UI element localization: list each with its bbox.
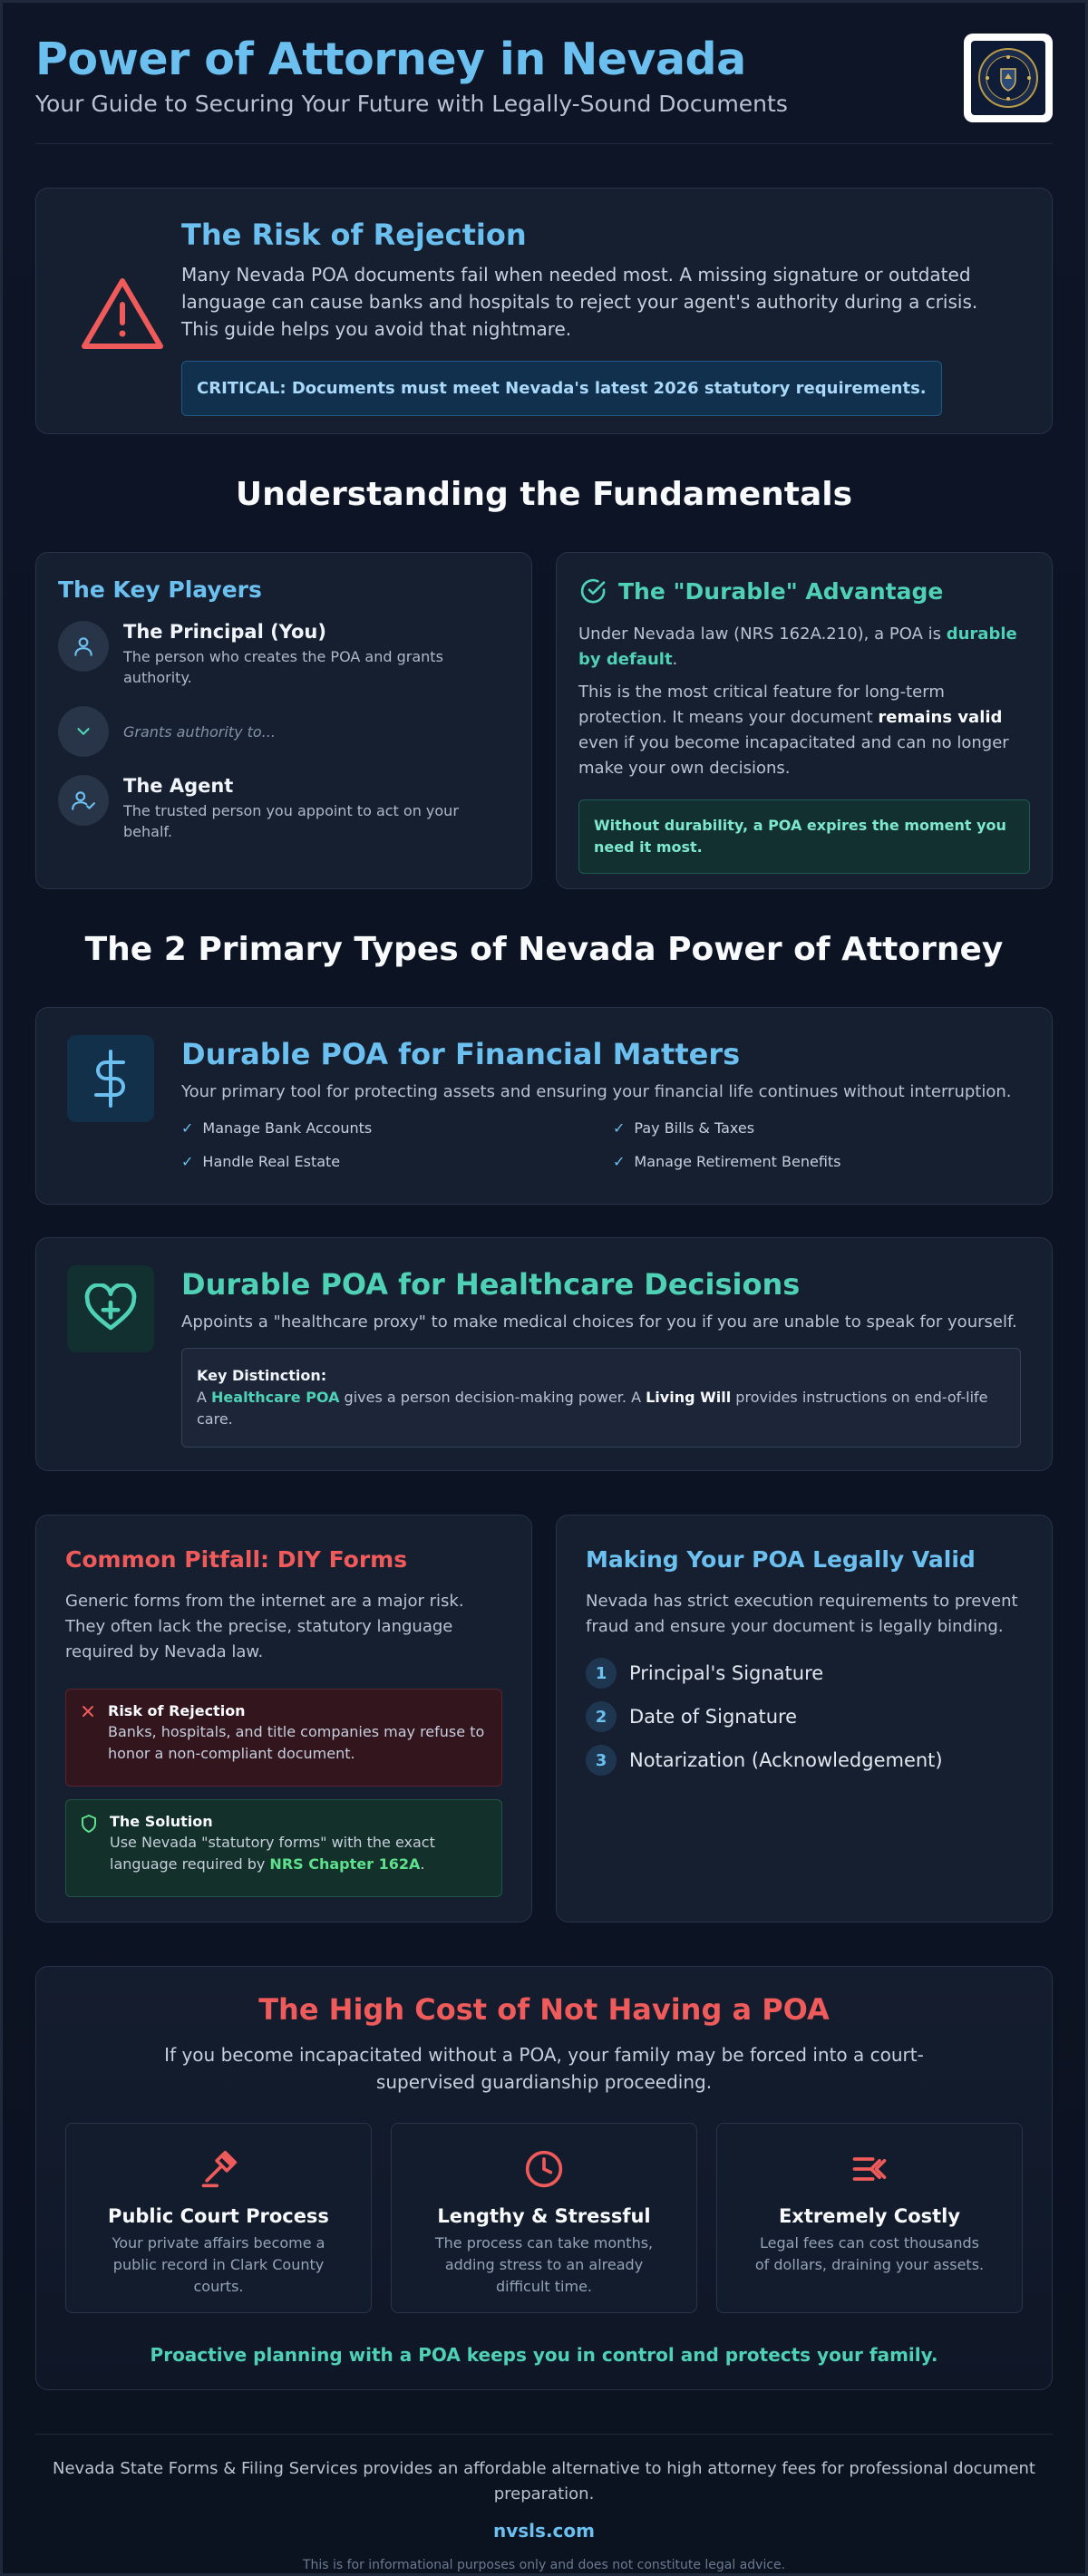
check-item — [613, 1153, 1021, 1170]
pitfall-title: Common Pitfall: DIY Forms — [65, 1546, 408, 1573]
valid-text: Nevada has strict execution requirements to prevent fraud and ensure your document is legally binding. — [586, 1592, 1018, 1636]
durable-by-default: durable by default — [578, 625, 1017, 669]
healthcare-icon-box — [67, 1265, 154, 1352]
financial-title: Durable POA for Financial Matters — [181, 1037, 741, 1071]
risk-icon-column — [63, 228, 181, 433]
header-text — [35, 34, 788, 117]
cost-box-text: Your private affairs become a public record in Clark County courts. — [112, 2234, 325, 2295]
grants-circle — [58, 706, 109, 757]
check-circle-icon — [578, 576, 607, 605]
healthcare-poa-card — [35, 1237, 1053, 1471]
principal-text — [123, 621, 510, 688]
agent-text — [123, 775, 510, 842]
header — [35, 3, 1053, 144]
state-seal-logo — [964, 34, 1053, 122]
agent-avatar — [58, 775, 109, 826]
checkmark-icon: ✓ — [613, 1153, 626, 1170]
risk-content — [181, 218, 1015, 433]
money-drain-icon — [850, 2149, 889, 2189]
cost-title: The High Cost of Not Having a POA — [258, 1992, 830, 2027]
key-distinction-label: Key Distinction: — [197, 1367, 327, 1384]
grants-label: Grants authority to... — [123, 722, 276, 741]
cost-grid — [65, 2123, 1023, 2313]
durable-title: The "Durable" Advantage — [618, 577, 944, 605]
key-players-card — [35, 552, 532, 889]
durability-note: Without durability, a POA expires the moment you need it most. — [578, 799, 1030, 874]
step-item — [586, 1745, 1023, 1776]
checkmark-icon: ✓ — [181, 1119, 194, 1137]
agent-row — [58, 775, 510, 842]
solution-text — [110, 1832, 487, 1875]
x-icon-wrap — [81, 1702, 95, 1773]
financial-desc: Your primary tool for protecting assets and ensuring your financial life continues without interruption. — [181, 1082, 1012, 1101]
principal-name: The Principal (You) — [123, 621, 326, 643]
dollar-icon — [89, 1050, 132, 1108]
shield-icon-wrap — [81, 1813, 97, 1884]
cost-box-title: Extremely Costly — [778, 2205, 961, 2227]
durable-paragraph-1 — [578, 622, 1030, 673]
check-item-label: Pay Bills & Taxes — [634, 1119, 755, 1137]
pitfall-text: Generic forms from the internet are a major risk. They often lack the precise, statutory language required by Nevada law. — [65, 1592, 464, 1661]
remains-valid: remains valid — [878, 708, 1003, 727]
principal-avatar — [58, 621, 109, 672]
user-check-icon — [71, 789, 96, 812]
diy-pitfall-card — [35, 1515, 532, 1922]
key-players-title: The Key Players — [58, 576, 262, 603]
page-subtitle: Your Guide to Securing Your Future with Legally-Sound Documents — [35, 90, 788, 117]
step-number: 1 — [586, 1658, 617, 1689]
durable-title-row — [578, 576, 1030, 605]
step-number: 3 — [586, 1745, 617, 1776]
healthcare-title: Durable POA for Healthcare Decisions — [181, 1267, 801, 1302]
step-number: 2 — [586, 1701, 617, 1732]
pitfall-valid-row — [35, 1515, 1053, 1922]
step-item — [586, 1658, 1023, 1689]
durable-paragraph-2 — [578, 680, 1030, 781]
financial-poa-card — [35, 1007, 1053, 1205]
seal-image — [971, 41, 1045, 115]
principal-row — [58, 621, 510, 688]
risk-title: The Risk of Rejection — [181, 218, 527, 252]
solution-title: The Solution — [110, 1813, 213, 1830]
check-item-label: Manage Retirement Benefits — [634, 1153, 841, 1170]
durable-p1-text: Under Nevada law (NRS 162A.210), a POA is — [578, 625, 947, 644]
cost-footer-message: Proactive planning with a POA keeps you in control and protects your family. — [150, 2344, 938, 2366]
grants-row — [58, 706, 510, 757]
financial-content — [181, 1035, 1021, 1204]
close-x-icon — [81, 1704, 95, 1719]
checkmark-icon: ✓ — [613, 1119, 626, 1137]
kd-text-b: gives a person decision-making power. A — [339, 1389, 646, 1406]
check-item — [181, 1153, 613, 1170]
shield-icon — [81, 1815, 97, 1833]
high-cost-card — [35, 1966, 1053, 2390]
check-item — [613, 1119, 1021, 1137]
cost-box-text: Legal fees can cost thousands of dollars, draining your assets. — [754, 2234, 985, 2273]
solution-text-post: . — [420, 1855, 425, 1873]
cost-box-public-court — [65, 2123, 372, 2313]
fundamentals-row — [35, 552, 1053, 889]
key-distinction-box — [181, 1348, 1021, 1448]
healthcare-content — [181, 1265, 1021, 1470]
durable-advantage-card — [556, 552, 1053, 889]
heart-plus-icon — [83, 1283, 139, 1334]
execution-steps — [586, 1658, 1023, 1776]
solution-text-pre: Use Nevada "statutory forms" with the exact language required by — [110, 1834, 435, 1873]
kd-text-c: provides instructions on end-of-life care. — [197, 1389, 988, 1428]
agent-desc: The trusted person you appoint to act on your behalf. — [123, 802, 459, 840]
footer — [35, 2434, 1053, 2572]
risk-alert-body — [108, 1702, 487, 1773]
risk-card — [35, 188, 1053, 434]
footer-disclaimer: This is for informational purposes only and does not constitute legal advice. — [302, 2558, 786, 2572]
legally-valid-card — [556, 1515, 1053, 1922]
solution-alert-body — [110, 1813, 487, 1884]
chevron-down-icon — [73, 721, 93, 741]
cost-box-costly — [716, 2123, 1023, 2313]
step-label: Date of Signature — [629, 1706, 798, 1728]
nrs-chapter-link: NRS Chapter 162A — [269, 1855, 421, 1873]
financial-checklist — [181, 1119, 1021, 1170]
cost-box-lengthy — [391, 2123, 697, 2313]
step-item — [586, 1701, 1023, 1732]
types-title: The 2 Primary Types of Nevada Power of Attorney — [84, 931, 1004, 968]
cost-desc: If you become incapacitated without a POA, your family may be forced into a court-supervised guardianship proceeding. — [164, 2044, 924, 2093]
risk-alert-text: Banks, hospitals, and title companies may refuse to honor a non-compliant document. — [108, 1723, 485, 1762]
principal-desc: The person who creates the POA and grants authority. — [123, 648, 443, 686]
check-item-label: Handle Real Estate — [202, 1153, 341, 1170]
user-icon — [72, 634, 95, 658]
critical-notice: CRITICAL: Documents must meet Nevada's latest 2026 statutory requirements. — [181, 361, 942, 416]
kd-text-a: A — [197, 1389, 212, 1406]
kd-healthcare-poa: Healthcare POA — [211, 1389, 340, 1406]
key-distinction-text — [197, 1387, 1005, 1430]
risk-alert-title: Risk of Rejection — [108, 1702, 246, 1719]
page-title: Power of Attorney in Nevada — [35, 34, 746, 85]
valid-title: Making Your POA Legally Valid — [586, 1546, 976, 1573]
cost-box-title: Lengthy & Stressful — [437, 2205, 651, 2227]
checkmark-icon: ✓ — [181, 1153, 194, 1170]
risk-text: Many Nevada POA documents fail when needed most. A missing signature or outdated language can cause banks and hospitals to reject your agent's authority during a crisis. This guide helps you avoid that nightmare. — [181, 264, 978, 340]
healthcare-desc: Appoints a "healthcare proxy" to make medical choices for you if you are unable to speak for yourself. — [181, 1312, 1017, 1332]
footer-website-link[interactable]: nvsls.com — [493, 2520, 595, 2542]
step-label: Notarization (Acknowledgement) — [629, 1749, 943, 1771]
check-item — [181, 1119, 613, 1137]
durable-p1-end: . — [672, 650, 678, 669]
risk-alert — [65, 1689, 502, 1787]
fundamentals-title: Understanding the Fundamentals — [235, 476, 853, 513]
agent-name: The Agent — [123, 775, 234, 797]
check-item-label: Manage Bank Accounts — [202, 1119, 373, 1137]
clock-icon — [524, 2149, 564, 2189]
warning-triangle-icon — [80, 276, 165, 352]
cost-box-text: The process can take months, adding stress to an already difficult time. — [434, 2234, 654, 2295]
solution-alert — [65, 1799, 502, 1897]
durable-p2-end: even if you become incapacitated and can no longer make your own decisions. — [578, 733, 1009, 778]
financial-icon-box — [67, 1035, 154, 1122]
gavel-icon — [199, 2149, 238, 2189]
footer-text: Nevada State Forms & Filing Services provides an affordable alternative to high attorney fees for professional document preparation. — [53, 2459, 1035, 2503]
step-label: Principal's Signature — [629, 1662, 824, 1684]
cost-box-title: Public Court Process — [108, 2205, 329, 2227]
durable-p2-text: This is the most critical feature for long-term protection. It means your document — [578, 683, 945, 727]
seal-icon — [976, 46, 1040, 110]
kd-living-will: Living Will — [646, 1389, 732, 1406]
